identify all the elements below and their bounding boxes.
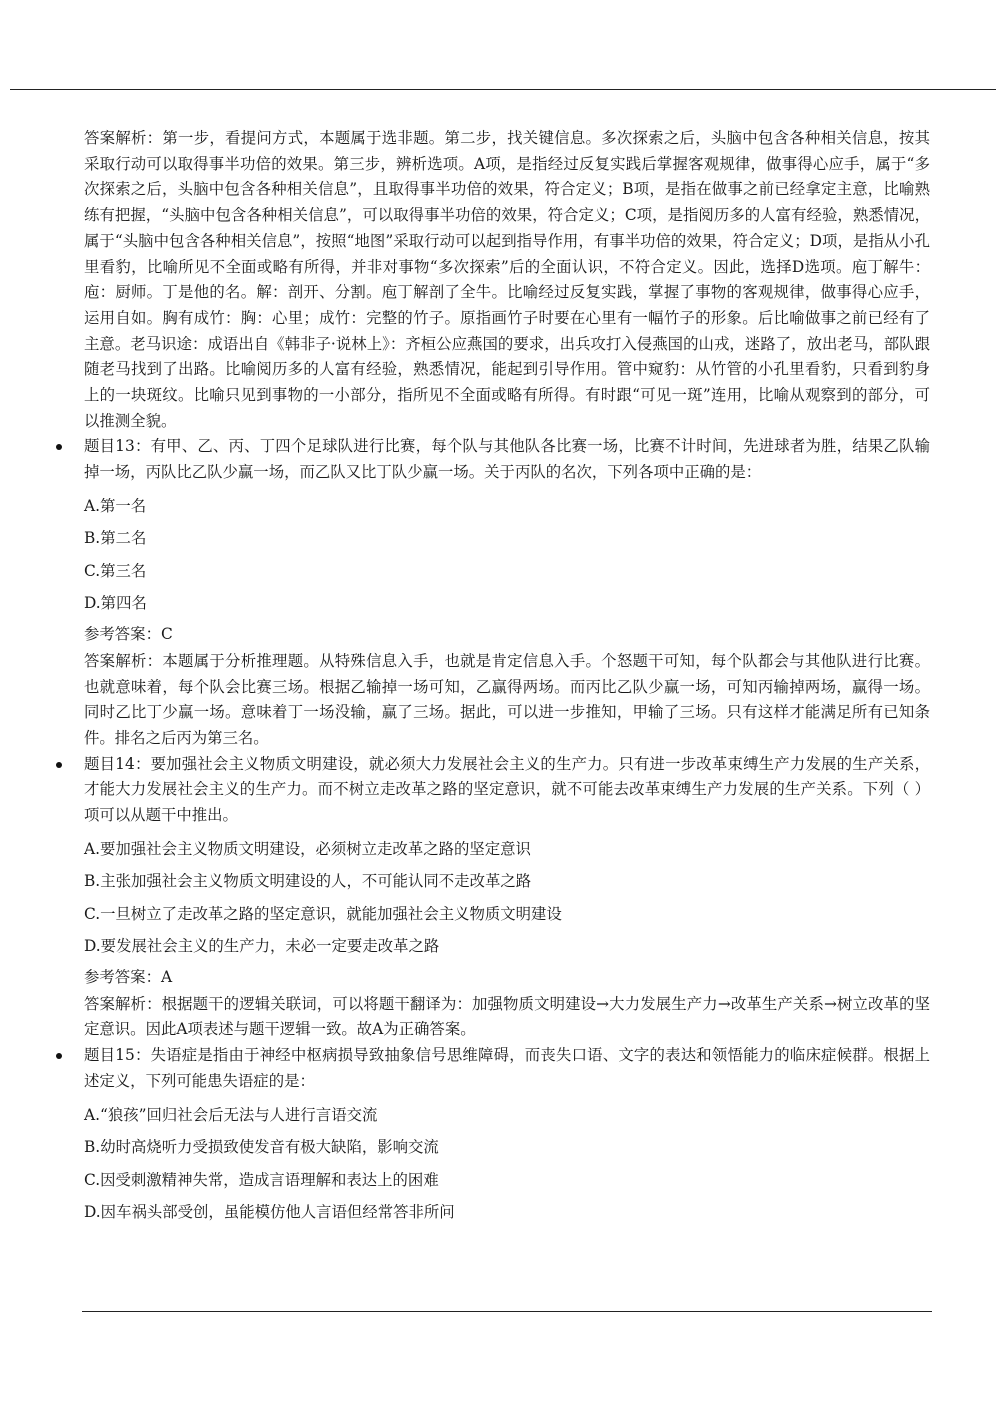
question-14-option-b: B.主张加强社会主义物质文明建设的人，不可能认同不走改革之路 (84, 872, 532, 891)
question-15-option-d: D.因车祸头部受创，虽能模仿他人言语但经常答非所问 (84, 1203, 455, 1222)
question-13-answer: 参考答案：C (84, 624, 173, 643)
question-13-option-b: B.第二名 (84, 529, 147, 548)
question-15-option-a: A.“狼孩”回归社会后无法与人进行言语交流 (84, 1105, 378, 1124)
question-14-explanation: 答案解析：根据题干的逻辑关联词，可以将题干翻译为：加强物质文明建设→大力发展生产力→改革生产关系→树立改革的坚定意识。因此A项表述与题干逻辑一致。故A为正确答案。 (84, 994, 930, 1039)
bullet-icon (56, 444, 62, 450)
bullet-icon (56, 1053, 62, 1059)
question-15-option-b: B.幼时高烧听力受损致使发音有极大缺陷，影响交流 (84, 1138, 439, 1157)
bullet-icon (56, 762, 62, 768)
question-14-option-d: D.要发展社会主义的生产力，未必一定要走改革之路 (84, 937, 440, 956)
question-15-option-c: C.因受刺激精神失常，造成言语理解和表达上的困难 (84, 1170, 439, 1189)
answer-explanation-12: 答案解析：第一步，看提问方式，本题属于选非题。第二步，找关键信息。多次探索之后，头脑中包含各种相关信息，按其采取行动可以取得事半功倍的效果。第三步，辨析选项。A项，是指经过反复实践后掌握客观规律，做事得心应手，属于“多次探索之后，头脑中包含各种相关信息”，且取得事半功倍的效果，符合定义；B项，是指在做事之前已经拿定主意，比喻熟练有把握，“头脑中包含各种相关信息”，可以取得事半功倍的效果，符合定义；C项，是指阅历多的人富有经验，熟悉情况，属于“头脑中包含各种相关信息”，按照“地图”采取行动可以起到指导作用，有事半功倍的效果，符合定义；D项，是指从小孔里看豹，比喻所见不全面或略有所得，并非对事物“多次探索”后的全面认识，不符合定义。因此，选择D选项。庖丁解牛：庖：厨师。丁是他的名。解：剖开、分割。庖丁解剖了全牛。比喻经过反复实践，掌握了事物的客观规律，做事得心应手，运用自如。胸有成竹：胸：心里；成竹：完整的竹子。原指画竹子时要在心里有一幅竹子的形象。后比喻做事之前已经有了主意。老马识途：成语出自《韩非子·说林上》：齐桓公应燕国的要求，出兵攻打入侵燕国的山戎，迷路了，放出老马，部队跟随老马找到了出路。比喻阅历多的人富有经验，熟悉情况，能起到引导作用。管中窥豹：从竹管的小孔里看豹，只看到豹身上的一块斑纹。比喻只见到事物的一小部分，指所见不全面或略有所得。有时跟“可见一斑”连用，比喻从观察到的部分，可以推测全貌。 (84, 129, 930, 430)
question-15-text: 题目15：失语症是指由于神经中枢病损导致抽象信号思维障碍，而丧失口语、文字的表达和领悟能力的临床症候群。根据上述定义，下列可能患失语症的是： (84, 1046, 930, 1090)
question-15 (84, 1043, 930, 1228)
footer-rule (82, 1311, 932, 1312)
question-13-option-d: D.第四名 (84, 594, 147, 613)
question-14-answer: 参考答案：A (84, 967, 173, 986)
question-14 (84, 752, 930, 1044)
question-14-option-c: C.一旦树立了走改革之路的坚定意识，就能加强社会主义物质文明建设 (84, 904, 562, 923)
question-13-option-c: C.第三名 (84, 561, 147, 580)
question-13 (84, 434, 930, 751)
question-13-explanation: 答案解析：本题属于分析推理题。从特殊信息入手，也就是肯定信息入手。个怒题干可知，每个队都会与其他队进行比赛。也就意味着，每个队会比赛三场。根据乙输掉一场可知，乙赢得两场。而丙比乙队少赢一场，可知丙输掉两场，赢得一场。同时乙比丁少赢一场。意味着丁一场没输，赢了三场。据此，可以进一步推知，甲输了三场。只有这样才能满足所有已知条件。排名之后丙为第三名。 (84, 651, 930, 747)
question-13-option-a: A.第一名 (84, 496, 147, 515)
document-body (84, 126, 930, 1229)
question-14-text: 题目14：要加强社会主义物质文明建设，就必须大力发展社会主义的生产力。只有进一步改革束缚生产力发展的生产关系，才能大力发展社会主义的生产力。而不树立走改革之路的坚定意识，就不可能去改革束缚生产力发展的生产关系。下列（ ）项可以从题干中推出。 (84, 754, 930, 825)
question-13-text: 题目13：有甲、乙、丙、丁四个足球队进行比赛，每个队与其他队各比赛一场，比赛不计时间，先进球者为胜，结果乙队输掉一场，丙队比乙队少赢一场，而乙队又比丁队少赢一场。关于丙队的名次，下列各项中正确的是： (84, 437, 930, 482)
header-rule (10, 89, 996, 90)
question-14-option-a: A.要加强社会主义物质文明建设，必须树立走改革之路的坚定意识 (84, 839, 531, 858)
